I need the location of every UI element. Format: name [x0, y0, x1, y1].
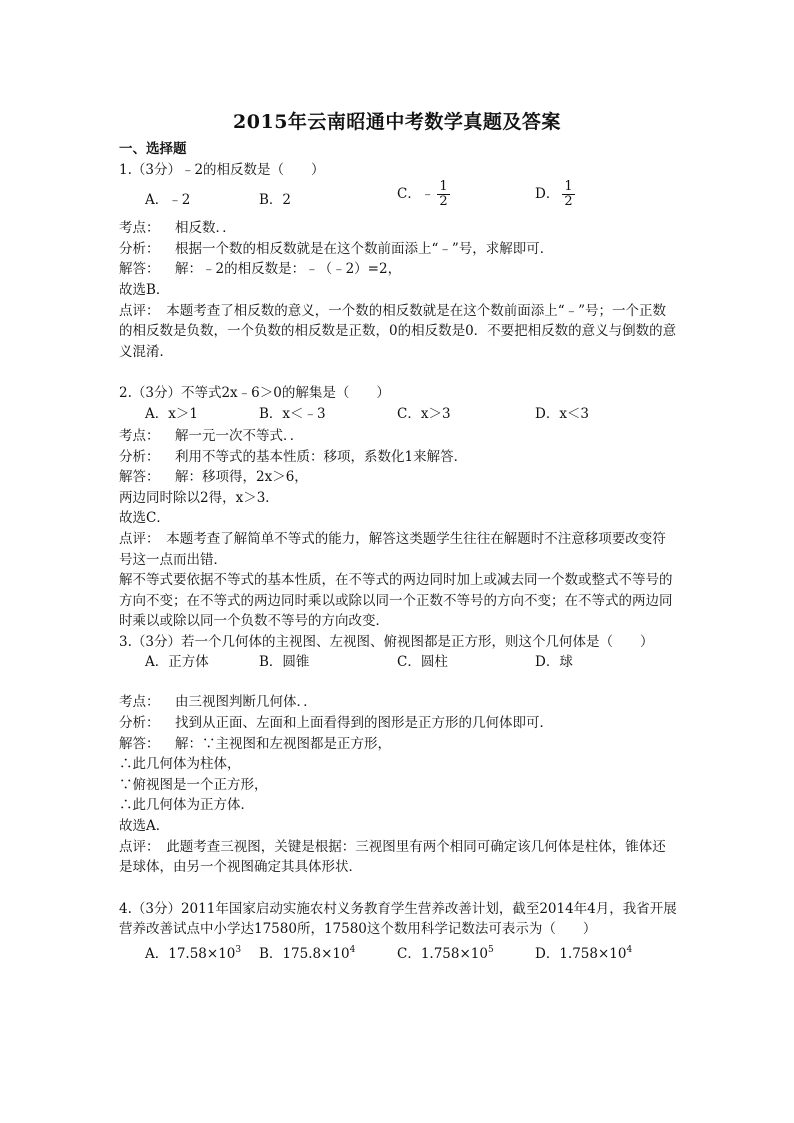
q3-jieda-4: ∴此几何体为正方体． — [119, 797, 254, 814]
q2-option-c: C．x＞3 — [397, 405, 451, 422]
document-body — [119, 139, 679, 962]
q2-dianping: 点评： 本题考查了解简单不等式的能力，解答这类题学生往往在解题时不注意移项要改变符号这一点而出错． — [119, 530, 666, 568]
q3-option-c: C．圆柱 — [397, 654, 448, 671]
question-3-stem: 3.（3分）若一个几何体的主视图、左视图、俯视图都是正方形，则这个几何体是（ ） — [119, 633, 654, 650]
q1-dianping: 点评： 本题考查了相反数的意义，一个数的相反数就是在这个数前面添上“﹣”号；一个正数的相反数是负数，一个负数的相反数是正数，0的相反数是0．不要把相反数的意义与倒数的意义混淆． — [119, 302, 677, 360]
q3-jieda-2: ∴此几何体为柱体， — [119, 756, 241, 773]
question-2-stem: 2.（3分）不等式2x﹣6＞0的解集是（ ） — [119, 385, 390, 402]
q1-option-a: A．﹣2 — [145, 192, 191, 209]
q3-dianping: 点评： 此题考查三视图，关键是根据：三视图里有两个相同可确定该几何体是柱体，锥体还是球体，由另一个视图确定其具体形状． — [119, 838, 666, 876]
q2-fenxi: 分析： 利用不等式的基本性质：移项，系数化1来解答． — [119, 448, 468, 465]
question-1-options — [119, 180, 679, 218]
q1-option-d — [535, 180, 575, 209]
question-2-options — [119, 404, 679, 426]
q2-jieda-2: 两边同时除以2得，x＞3． — [119, 489, 279, 506]
q1-option-c — [397, 180, 450, 209]
q3-option-b: B．圆锥 — [259, 654, 310, 671]
question-1-stem: 1.（3分）﹣2的相反数是（ ） — [119, 161, 325, 178]
q2-option-d: D．x＜3 — [535, 405, 590, 422]
q3-option-a: A．正方体 — [145, 654, 209, 671]
q1-option-c-fraction: $\frac{1}{2}$ — [439, 179, 448, 210]
q1-kaodian: 考点： 相反数．． — [119, 220, 236, 237]
q4-option-d: D．$1.758\times 10^4$ — [535, 945, 633, 962]
q1-option-c-prefix: C．﹣ — [397, 186, 435, 203]
question-4-options — [119, 940, 679, 962]
q3-option-d: D．球 — [535, 654, 573, 671]
q3-jieda: 解答： 解：∵主视图和左视图都是正方形， — [119, 735, 391, 752]
q2-option-b: B．x＜﹣3 — [259, 405, 326, 422]
page-title: 2015年云南昭通中考数学真题及答案 — [233, 111, 561, 133]
q2-kaodian: 考点： 解一元一次不等式．． — [119, 427, 304, 444]
question-4-stem: 4.（3分）2011年国家启动实施农村义务教育学生营养改善计划，截至2014年4月，我省开展营养改善试点中小学达17580所，17580这个数用科学记数法可表示为（ ） — [119, 900, 677, 938]
q1-fenxi: 分析： 根据一个数的相反数就是在这个数前面添上“﹣”号，求解即可． — [119, 240, 554, 257]
question-3-options — [119, 652, 679, 692]
q1-option-d-prefix: D． — [535, 186, 560, 203]
q1-option-d-fraction: $\frac{1}{2}$ — [564, 179, 573, 210]
q2-answer: 故选C． — [119, 510, 170, 527]
q3-kaodian: 考点： 由三视图判断几何体．． — [119, 694, 317, 711]
q2-option-a: A．x＞1 — [145, 405, 198, 422]
q1-answer: 故选B． — [119, 281, 170, 298]
q4-option-c: C．$1.758\times 10^5$ — [397, 945, 494, 962]
q3-jieda-3: ∵俯视图是一个正方形， — [119, 776, 268, 793]
q4-option-a: A．$17.58\times 10^3$ — [145, 945, 242, 962]
q1-jieda: 解答： 解：﹣2的相反数是：﹣（﹣2）=2， — [119, 261, 402, 278]
q3-fenxi: 分析： 找到从正面、左面和上面看得到的图形是正方形的几何体即可． — [119, 715, 553, 732]
q2-dianping-extra: 解不等式要依据不等式的基本性质，在不等式的两边同时加上或减去同一个数或整式不等号的方向不变；在不等式的两边同时乘以或除以同一个正数不等号的方向不变；在不等式的两边同时乘以或除以同一个负数不等号的方向改变． — [119, 572, 673, 630]
q1-option-b: B．2 — [259, 192, 292, 209]
q4-option-b: B．$175.8\times 10^4$ — [259, 945, 356, 962]
q2-jieda: 解答： 解：移项得，2x＞6， — [119, 469, 308, 486]
section-heading: 一、选择题 — [119, 141, 187, 157]
q3-answer: 故选A． — [119, 818, 170, 835]
